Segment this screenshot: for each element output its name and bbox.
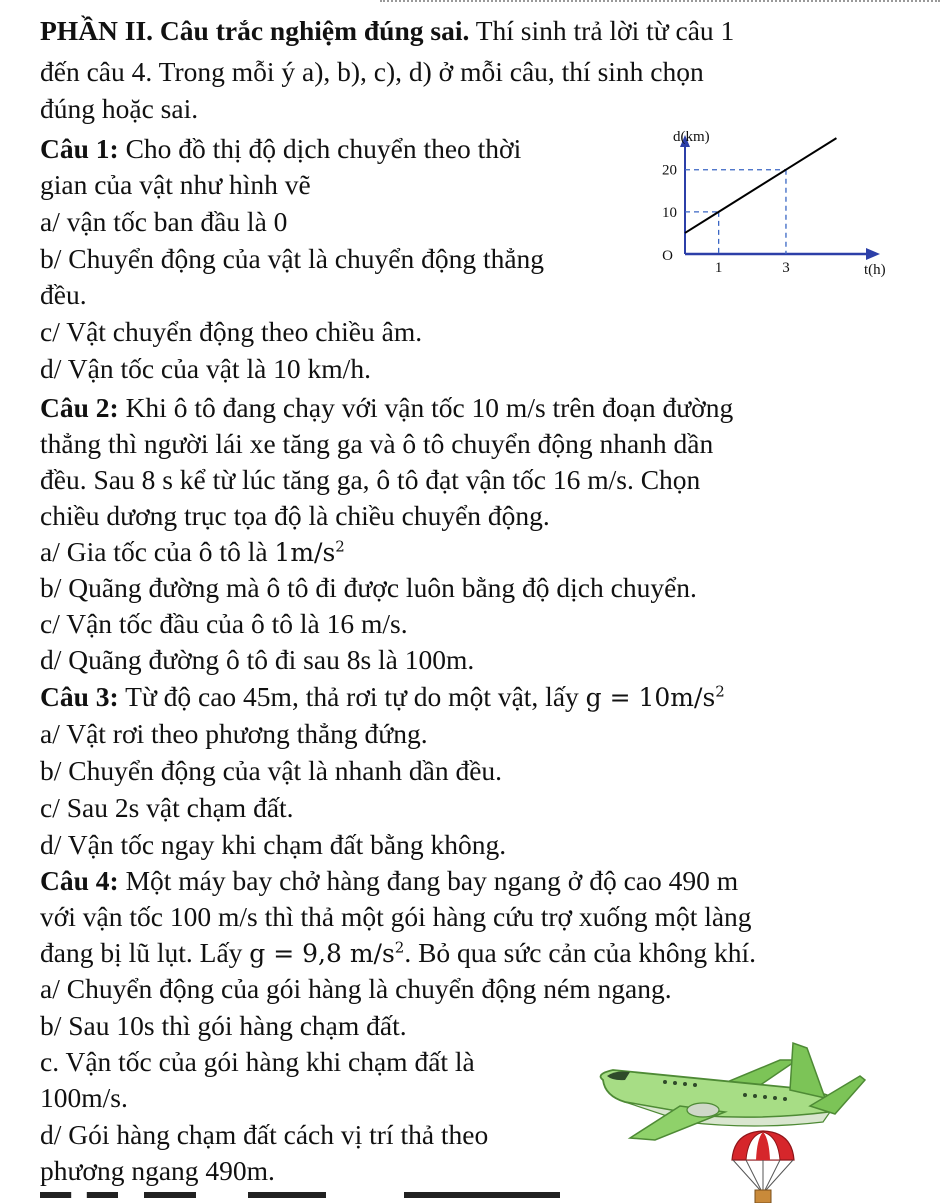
- q4-gravity-math: [249, 939, 404, 968]
- q1-stem-line-1: [40, 130, 521, 168]
- q4-option-d-line-1: d/ Gói hàng chạm đất cách vị trí thả theo: [40, 1119, 489, 1150]
- q2-stem-line-1: [40, 389, 733, 427]
- q3-gravity-exponent: 2: [715, 682, 725, 701]
- q4-gravity-exponent: 2: [394, 938, 405, 957]
- q2-option-b: b/ Quãng đường mà ô tô đi được luôn bằng độ dịch chuyển.: [40, 572, 697, 603]
- q2-option-a-text: a/ Gia tốc của ô tô là: [40, 536, 275, 567]
- section-intro-line-3: đúng hoặc sai.: [40, 93, 199, 124]
- q1-stem-text: Cho đồ thị độ dịch chuyển theo thời: [118, 133, 522, 164]
- section-intro: Thí sinh trả lời từ câu 1: [469, 15, 735, 46]
- series-line: [685, 138, 836, 233]
- package-icon: [755, 1190, 771, 1203]
- airplane-icon: [601, 1043, 865, 1140]
- q4-stem-3-tail: . Bỏ qua sức cản của không khí.: [404, 937, 757, 968]
- q2-option-c: c/ Vận tốc đầu của ô tô là 16 m/s.: [40, 608, 408, 639]
- parachute-icon: [732, 1131, 794, 1190]
- q4-option-d-line-2: phương ngang 490m.: [40, 1155, 275, 1186]
- q3-option-a: a/ Vật rơi theo phương thẳng đứng.: [40, 718, 428, 749]
- section-title: PHẦN II. Câu trắc nghiệm đúng sai.: [40, 15, 470, 46]
- q2-accel-value: 1m/s: [274, 538, 336, 567]
- bottom-edge-remnant: [40, 1192, 560, 1203]
- q1-label: Câu 1:: [40, 133, 119, 164]
- y-tick-label-20: 20: [662, 162, 677, 179]
- q1-option-b-line-1: b/ Chuyển động của vật là chuyển động thẳng: [40, 243, 545, 274]
- q2-option-a-math: [274, 538, 344, 567]
- q3-gravity-math: [586, 683, 725, 712]
- q1-displacement-time-chart: [640, 125, 890, 290]
- q1-option-b-line-2: đều.: [40, 279, 87, 310]
- q2-stem-line-2: thẳng thì người lái xe tăng ga và ô tô chuyển động nhanh dần: [40, 428, 714, 459]
- x-tick-label-3: 3: [782, 260, 790, 276]
- q4-stem-line-3: [40, 934, 756, 973]
- q2-label: Câu 2:: [40, 392, 119, 423]
- q4-stem-line-2: với vận tốc 100 m/s thì thả một gói hàng cứu trợ xuống một làng: [40, 901, 752, 932]
- q4-gravity-value: g = 9,8 m/s: [249, 939, 395, 968]
- q3-option-c: c/ Sau 2s vật chạm đất.: [40, 792, 294, 823]
- q2-stem-line-3: đều. Sau 8 s kể từ lúc tăng ga, ô tô đạt vận tốc 16 m/s. Chọn: [40, 464, 701, 495]
- q2-option-d: d/ Quãng đường ô tô đi sau 8s là 100m.: [40, 644, 475, 675]
- q4-option-c-line-1: c. Vận tốc của gói hàng khi chạm đất là: [40, 1046, 475, 1077]
- q1-option-c: c/ Vật chuyển động theo chiều âm.: [40, 316, 423, 347]
- q1-option-d: d/ Vận tốc của vật là 10 km/h.: [40, 353, 371, 384]
- q4-option-b: b/ Sau 10s thì gói hàng chạm đất.: [40, 1010, 407, 1041]
- x-axis-arrow: [866, 248, 880, 260]
- origin-label: O: [662, 248, 673, 264]
- q3-stem-text: Từ độ cao 45m, thả rơi tự do một vật, lấy: [118, 681, 586, 712]
- y-axis-label: d(km): [673, 129, 710, 145]
- q4-stem-3-text: đang bị lũ lụt. Lấy: [40, 937, 250, 968]
- q3-stem: [40, 678, 725, 717]
- parachute-package-illustration: [728, 1128, 798, 1203]
- q3-label: Câu 3:: [40, 681, 119, 712]
- q2-option-a: [40, 533, 345, 572]
- x-axis-label: t(h): [864, 262, 886, 278]
- section-intro-line-2: đến câu 4. Trong mỗi ý a), b), c), d) ở mỗi câu, thí sinh chọn: [40, 56, 704, 87]
- q3-option-d: d/ Vận tốc ngay khi chạm đất bằng không.: [40, 829, 507, 860]
- q4-stem-text: Một máy bay chở hàng đang bay ngang ở độ cao 490 m: [118, 865, 739, 896]
- q1-stem-line-2: gian của vật như hình vẽ: [40, 169, 311, 200]
- section-intro-line-1: [40, 12, 734, 50]
- y-tick-label-10: 10: [662, 204, 677, 221]
- q3-option-b: b/ Chuyển động của vật là nhanh dần đều.: [40, 755, 503, 786]
- q3-gravity-value: g = 10m/s: [585, 683, 716, 712]
- q4-option-a: a/ Chuyển động của gói hàng là chuyển động ném ngang.: [40, 973, 672, 1004]
- q4-stem-line-1: [40, 862, 738, 900]
- q2-stem-text: Khi ô tô đang chạy với vận tốc 10 m/s trên đoạn đường: [118, 392, 734, 423]
- x-tick-label-1: 1: [714, 260, 723, 276]
- q2-accel-exponent: 2: [335, 537, 345, 556]
- q1-option-a: a/ vận tốc ban đầu là 0: [40, 206, 288, 237]
- q2-stem-line-4: chiều dương trục tọa độ là chiều chuyển động.: [40, 500, 550, 531]
- q4-label: Câu 4:: [40, 865, 119, 896]
- q4-option-c-line-2: 100m/s.: [40, 1082, 128, 1113]
- top-edge-remnant: [380, 0, 940, 8]
